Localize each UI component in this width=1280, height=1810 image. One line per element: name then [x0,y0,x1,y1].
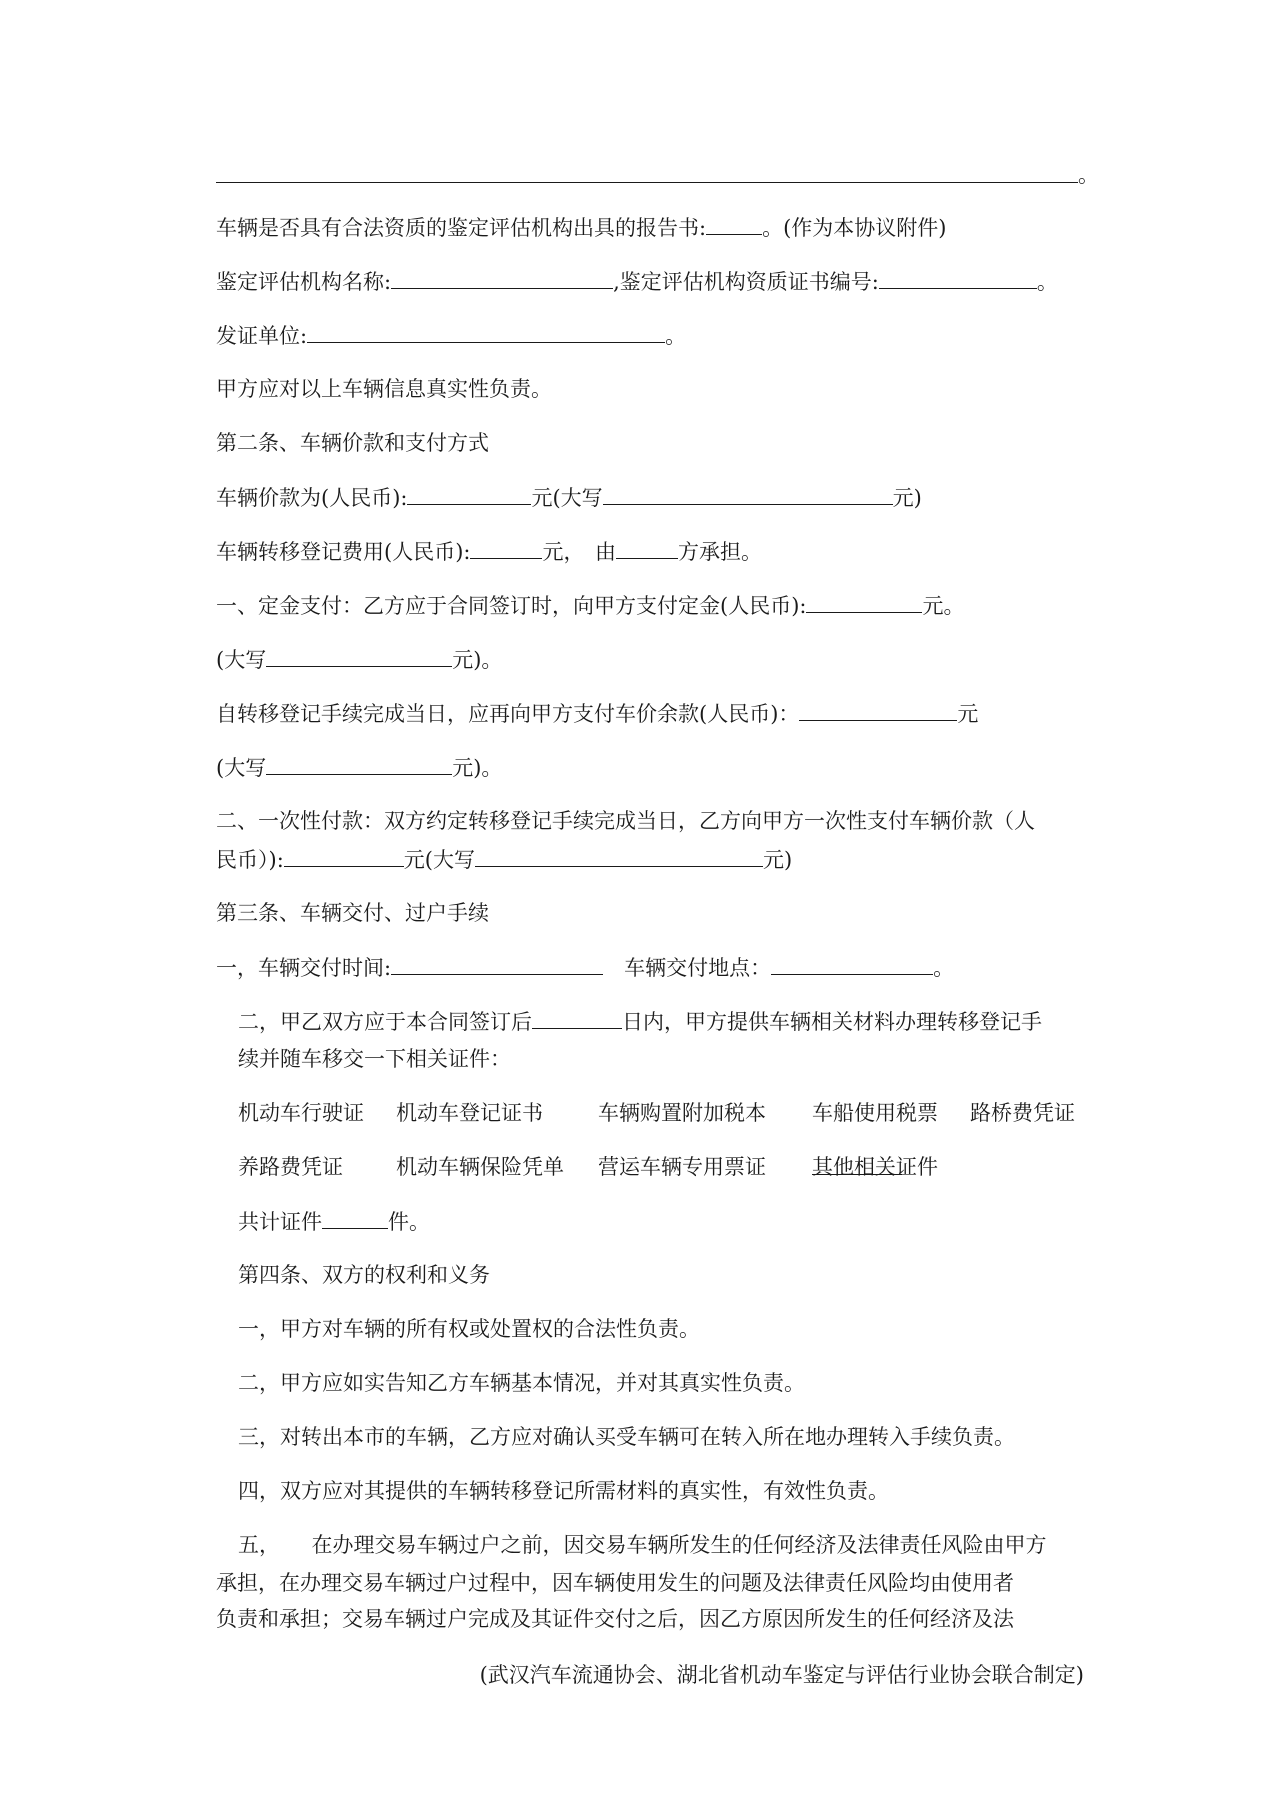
article4-item5-line1: 五， 在办理交易车辆过户之前，因交易车辆所发生的任何经济及法律责任风险由甲方 [238,1533,1047,1557]
days-blank [532,1006,622,1029]
total-docs-blank [322,1206,388,1229]
doc-driving-license: 机动车行驶证 [238,1101,364,1125]
balance-daxie-line: (大写 元)。 [216,752,1086,783]
article4-item4: 四，双方应对其提供的车辆转移登记所需材料的真实性，有效性负责。 [238,1479,889,1503]
balance-daxie-blank [266,752,452,775]
truth-statement: 甲方应对以上车辆信息真实性负责。 [216,377,552,401]
issuer-line: 发证单位: 。 [216,320,1086,351]
doc-registration-cert: 机动车登记证书 [396,1101,543,1125]
doc-road-fee: 养路费凭证 [238,1155,343,1179]
article3-item2-line2: 续并随车移交一下相关证件： [238,1047,511,1071]
total-docs-line: 共计证件 件。 [238,1206,1108,1237]
article4-item5-line2: 承担，在办理交易车辆过户过程中，因车辆使用发生的问题及法律责任风险均由使用者 [216,1571,1014,1595]
price-daxie-blank [603,482,893,505]
article4-item3: 三，对转出本市的车辆，乙方应对确认买受车辆可在转入所在地办理转入手续负责。 [238,1425,1015,1449]
doc-vessel-tax: 车船使用税票 [812,1101,938,1125]
transfer-fee-party-blank [616,536,678,559]
lump-sum-daxie-blank [475,844,763,867]
doc-insurance: 机动车辆保险凭单 [396,1155,564,1179]
deposit-daxie-blank [266,644,452,667]
delivery-time-blank [391,952,603,975]
delivery-line: 一，车辆交付时间: 车辆交付地点： 。 [216,952,1086,983]
footer-issuer-note: (武汉汽车流通协会、湖北省机动车鉴定与评估行业协会联合制定) [479,1663,1084,1687]
report-blank [706,212,762,235]
doc-toll-voucher: 路桥费凭证 [970,1101,1075,1125]
article3-item2-line1: 二，甲乙双方应于本合同签订后 日内，甲方提供车辆相关材料办理转移登记手 [238,1006,1108,1037]
agency-line: 鉴定评估机构名称: ,鉴定评估机构资质证书编号: 。 [216,266,1086,297]
documents-row1 [238,1098,1108,1128]
agency-name-blank [391,266,613,289]
other-docs-blank [812,1152,902,1175]
article3-title: 第三条、车辆交付、过户手续 [216,901,489,925]
deposit-daxie-line: (大写 元)。 [216,644,1086,675]
price-line: 车辆价款为(人民币): 元(大写 元) [216,482,1086,513]
transfer-fee-blank [470,536,542,559]
balance-line: 自转移登记手续完成当日，应再向甲方支付车价余款(人民币)： 元 [216,698,1086,729]
top-period: 。 [1078,163,1099,187]
lump-sum-blank [284,844,404,867]
price-blank [407,482,531,505]
deposit-blank [806,590,922,613]
transfer-fee-line: 车辆转移登记费用(人民币): 元， 由 方承担。 [216,536,1086,567]
report-line: 车辆是否具有合法资质的鉴定评估机构出具的报告书: 。(作为本协议附件) [216,212,1086,243]
lump-sum-line1: 二、一次性付款：双方约定转移登记手续完成当日，乙方向甲方一次性支付车辆价款（人 [216,809,1035,833]
article2-title: 第二条、车辆价款和支付方式 [216,431,489,455]
top-fill-blank [216,182,1078,183]
article4-title: 第四条、双方的权利和义务 [238,1263,490,1287]
deposit-line: 一、定金支付：乙方应于合同签订时，向甲方支付定金(人民币): 元。 [216,590,1086,621]
doc-operating-ticket: 营运车辆专用票证 [598,1155,766,1179]
lump-sum-line2: 民币）): 元(大写 元) [216,844,1086,875]
delivery-place-blank [771,952,933,975]
documents-row2: 养路费凭证 机动车辆保险凭单 营运车辆专用票证 其他相关证件 [238,1152,1108,1182]
article4-item1: 一，甲方对车辆的所有权或处置权的合法性负责。 [238,1317,700,1341]
balance-blank [799,698,957,721]
issuer-blank [307,320,665,343]
article4-item2: 二，甲方应如实告知乙方车辆基本情况，并对其真实性负责。 [238,1371,805,1395]
agency-cert-blank [879,266,1037,289]
article4-item5-line3: 负责和承担；交易车辆过户完成及其证件交付之后，因乙方原因所发生的任何经济及法 [216,1607,1014,1631]
doc-purchase-tax: 车辆购置附加税本 [598,1101,766,1125]
